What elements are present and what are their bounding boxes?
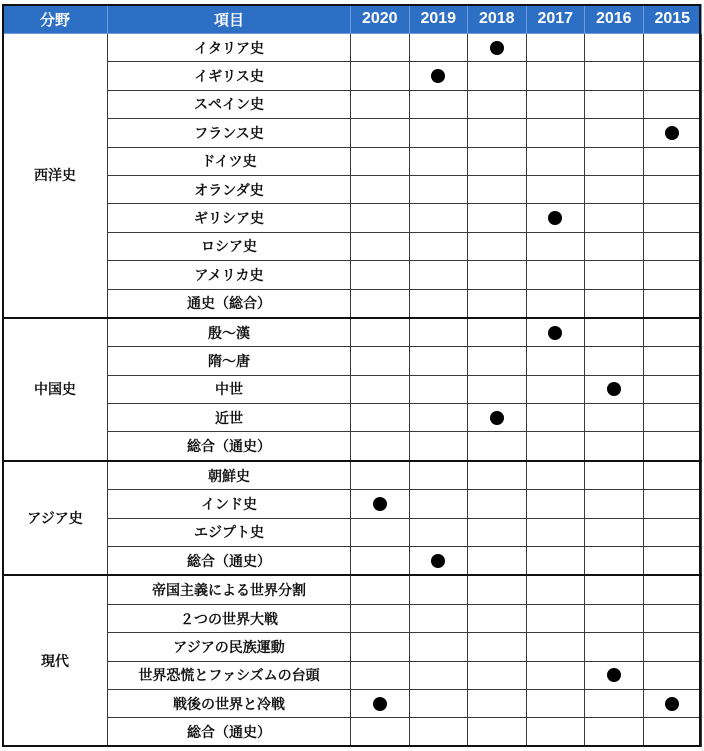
year-cell xyxy=(585,461,644,490)
year-cell xyxy=(409,204,468,232)
year-cell xyxy=(585,432,644,461)
item-cell: ロシア史 xyxy=(108,232,351,260)
year-cell xyxy=(468,175,527,203)
year-cell xyxy=(351,633,410,661)
year-cell xyxy=(585,261,644,289)
year-cell xyxy=(409,147,468,175)
year-cell xyxy=(409,604,468,632)
year-cell xyxy=(526,232,585,260)
year-cell xyxy=(409,375,468,403)
year-cell xyxy=(468,404,527,432)
year-cell xyxy=(351,404,410,432)
year-cell xyxy=(351,490,410,518)
mark-dot xyxy=(665,126,679,140)
table-row xyxy=(3,232,702,260)
item-cell: ドイツ史 xyxy=(108,147,351,175)
item-cell: フランス史 xyxy=(108,119,351,147)
year-cell xyxy=(409,119,468,147)
year-cell xyxy=(526,718,585,746)
year-cell xyxy=(643,432,702,461)
year-cell xyxy=(351,34,410,62)
year-cell xyxy=(468,289,527,318)
header-year: 2020 xyxy=(351,5,410,34)
year-cell xyxy=(526,404,585,432)
category-cell: アジア史 xyxy=(3,461,108,576)
item-cell: 中世 xyxy=(108,375,351,403)
year-cell xyxy=(468,604,527,632)
table-row xyxy=(3,204,702,232)
year-cell xyxy=(409,34,468,62)
year-cell xyxy=(468,34,527,62)
table-body xyxy=(3,34,702,747)
year-cell xyxy=(585,318,644,347)
year-cell xyxy=(526,147,585,175)
year-cell xyxy=(409,175,468,203)
year-cell xyxy=(526,490,585,518)
year-cell xyxy=(351,90,410,118)
year-cell xyxy=(409,62,468,90)
year-cell xyxy=(351,289,410,318)
year-cell xyxy=(526,547,585,576)
year-cell xyxy=(643,490,702,518)
year-cell xyxy=(526,604,585,632)
header-year: 2016 xyxy=(585,5,644,34)
item-cell: 殷～漢 xyxy=(108,318,351,347)
year-cell xyxy=(409,575,468,604)
year-cell xyxy=(409,518,468,546)
table-row xyxy=(3,461,702,490)
year-cell xyxy=(585,718,644,746)
table-row xyxy=(3,347,702,375)
year-cell xyxy=(643,318,702,347)
year-cell xyxy=(409,404,468,432)
year-cell xyxy=(585,119,644,147)
year-cell xyxy=(526,661,585,689)
year-cell xyxy=(643,575,702,604)
year-cell xyxy=(409,633,468,661)
table-row xyxy=(3,62,702,90)
year-cell xyxy=(526,62,585,90)
year-cell xyxy=(351,518,410,546)
table-row xyxy=(3,147,702,175)
item-cell: アメリカ史 xyxy=(108,261,351,289)
year-cell xyxy=(526,175,585,203)
year-cell xyxy=(585,289,644,318)
year-cell xyxy=(468,633,527,661)
year-cell xyxy=(409,289,468,318)
year-cell xyxy=(526,518,585,546)
year-cell xyxy=(351,575,410,604)
year-cell xyxy=(468,547,527,576)
table-row xyxy=(3,633,702,661)
table-row xyxy=(3,547,702,576)
item-cell: 近世 xyxy=(108,404,351,432)
year-cell xyxy=(409,461,468,490)
year-cell xyxy=(585,62,644,90)
year-cell xyxy=(585,661,644,689)
table-row xyxy=(3,90,702,118)
year-cell xyxy=(643,689,702,717)
mark-dot xyxy=(607,668,621,682)
item-cell: ギリシア史 xyxy=(108,204,351,232)
table-row xyxy=(3,518,702,546)
table-row xyxy=(3,604,702,632)
table-row xyxy=(3,289,702,318)
year-cell xyxy=(526,204,585,232)
year-cell xyxy=(468,232,527,260)
year-cell xyxy=(585,375,644,403)
year-cell xyxy=(409,689,468,717)
item-cell: スペイン史 xyxy=(108,90,351,118)
year-cell xyxy=(351,689,410,717)
year-cell xyxy=(468,518,527,546)
mark-dot xyxy=(490,41,504,55)
year-cell xyxy=(643,261,702,289)
year-cell xyxy=(643,661,702,689)
year-cell xyxy=(351,204,410,232)
year-cell xyxy=(468,119,527,147)
item-cell: 総合（通史） xyxy=(108,547,351,576)
year-cell xyxy=(643,204,702,232)
year-cell xyxy=(526,318,585,347)
year-cell xyxy=(468,347,527,375)
year-cell xyxy=(351,432,410,461)
year-cell xyxy=(409,432,468,461)
year-cell xyxy=(526,575,585,604)
year-cell xyxy=(585,575,644,604)
table-row xyxy=(3,718,702,746)
year-cell xyxy=(585,547,644,576)
mark-dot xyxy=(373,697,387,711)
year-cell xyxy=(526,90,585,118)
header-year: 2019 xyxy=(409,5,468,34)
mark-dot xyxy=(431,554,445,568)
header-year: 2015 xyxy=(643,5,702,34)
item-cell: イタリア史 xyxy=(108,34,351,62)
item-cell: 戦後の世界と冷戦 xyxy=(108,689,351,717)
category-cell: 中国史 xyxy=(3,318,108,461)
year-cell xyxy=(468,490,527,518)
year-cell xyxy=(409,90,468,118)
year-cell xyxy=(351,461,410,490)
year-cell xyxy=(526,261,585,289)
year-cell xyxy=(409,547,468,576)
header-year: 2017 xyxy=(526,5,585,34)
year-cell xyxy=(409,232,468,260)
year-cell xyxy=(643,518,702,546)
year-cell xyxy=(468,318,527,347)
table-row xyxy=(3,575,702,604)
year-cell xyxy=(468,718,527,746)
year-cell xyxy=(468,147,527,175)
year-cell xyxy=(585,689,644,717)
table-row xyxy=(3,34,702,62)
year-cell xyxy=(409,318,468,347)
year-cell xyxy=(643,375,702,403)
year-cell xyxy=(585,90,644,118)
year-cell xyxy=(585,147,644,175)
year-cell xyxy=(526,347,585,375)
year-cell xyxy=(351,119,410,147)
year-cell xyxy=(585,404,644,432)
year-cell xyxy=(468,375,527,403)
year-cell xyxy=(643,633,702,661)
year-cell xyxy=(409,718,468,746)
year-cell xyxy=(468,432,527,461)
table-row xyxy=(3,119,702,147)
year-cell xyxy=(409,661,468,689)
year-cell xyxy=(643,34,702,62)
year-cell xyxy=(643,175,702,203)
table-row xyxy=(3,661,702,689)
year-cell xyxy=(468,661,527,689)
mark-dot xyxy=(490,411,504,425)
year-cell xyxy=(351,232,410,260)
year-cell xyxy=(643,547,702,576)
year-cell xyxy=(351,661,410,689)
year-cell xyxy=(351,604,410,632)
mark-dot xyxy=(665,697,679,711)
year-cell xyxy=(585,175,644,203)
year-cell xyxy=(585,204,644,232)
year-cell xyxy=(585,232,644,260)
year-cell xyxy=(643,404,702,432)
year-cell xyxy=(585,347,644,375)
year-cell xyxy=(643,604,702,632)
table-row xyxy=(3,175,702,203)
year-cell xyxy=(526,289,585,318)
category-cell: 現代 xyxy=(3,575,108,746)
header-field: 分野 xyxy=(3,5,108,34)
year-cell xyxy=(585,490,644,518)
mark-dot xyxy=(548,326,562,340)
year-cell xyxy=(643,90,702,118)
year-cell xyxy=(526,432,585,461)
year-cell xyxy=(351,261,410,289)
year-cell xyxy=(468,90,527,118)
item-cell: 世界恐慌とファシズムの台頭 xyxy=(108,661,351,689)
header-year: 2018 xyxy=(468,5,527,34)
header-item: 項目 xyxy=(108,5,351,34)
year-cell xyxy=(643,347,702,375)
item-cell: 帝国主義による世界分割 xyxy=(108,575,351,604)
mark-dot xyxy=(548,211,562,225)
year-cell xyxy=(409,490,468,518)
item-cell: 隋～唐 xyxy=(108,347,351,375)
year-cell xyxy=(468,461,527,490)
item-cell: ２つの世界大戦 xyxy=(108,604,351,632)
year-cell xyxy=(643,718,702,746)
table-row xyxy=(3,689,702,717)
year-cell xyxy=(585,604,644,632)
mark-dot xyxy=(431,69,445,83)
mark-dot xyxy=(607,382,621,396)
exam-topic-table xyxy=(2,4,702,747)
year-cell xyxy=(409,261,468,289)
year-cell xyxy=(585,518,644,546)
mark-dot xyxy=(373,497,387,511)
year-cell xyxy=(526,689,585,717)
year-cell xyxy=(468,261,527,289)
year-cell xyxy=(643,461,702,490)
year-cell xyxy=(468,204,527,232)
table-row xyxy=(3,432,702,461)
category-cell: 西洋史 xyxy=(3,34,108,318)
year-cell xyxy=(585,34,644,62)
item-cell: オランダ史 xyxy=(108,175,351,203)
table-row xyxy=(3,261,702,289)
year-cell xyxy=(468,575,527,604)
year-cell xyxy=(643,289,702,318)
item-cell: インド史 xyxy=(108,490,351,518)
year-cell xyxy=(526,633,585,661)
year-cell xyxy=(643,119,702,147)
year-cell xyxy=(351,718,410,746)
item-cell: 総合（通史） xyxy=(108,718,351,746)
year-cell xyxy=(526,461,585,490)
year-cell xyxy=(351,62,410,90)
table-header-row xyxy=(3,5,702,34)
year-cell xyxy=(643,147,702,175)
item-cell: 通史（総合） xyxy=(108,289,351,318)
table-row xyxy=(3,490,702,518)
item-cell: 朝鮮史 xyxy=(108,461,351,490)
year-cell xyxy=(351,147,410,175)
year-cell xyxy=(468,62,527,90)
year-cell xyxy=(351,347,410,375)
year-cell xyxy=(351,547,410,576)
year-cell xyxy=(526,119,585,147)
year-cell xyxy=(468,689,527,717)
year-cell xyxy=(351,175,410,203)
year-cell xyxy=(526,375,585,403)
year-cell xyxy=(526,34,585,62)
table-row xyxy=(3,404,702,432)
table-row xyxy=(3,375,702,403)
item-cell: エジプト史 xyxy=(108,518,351,546)
table-row xyxy=(3,318,702,347)
item-cell: 総合（通史） xyxy=(108,432,351,461)
year-cell xyxy=(351,375,410,403)
year-cell xyxy=(585,633,644,661)
year-cell xyxy=(643,232,702,260)
item-cell: アジアの民族運動 xyxy=(108,633,351,661)
year-cell xyxy=(643,62,702,90)
year-cell xyxy=(409,347,468,375)
year-cell xyxy=(351,318,410,347)
item-cell: イギリス史 xyxy=(108,62,351,90)
